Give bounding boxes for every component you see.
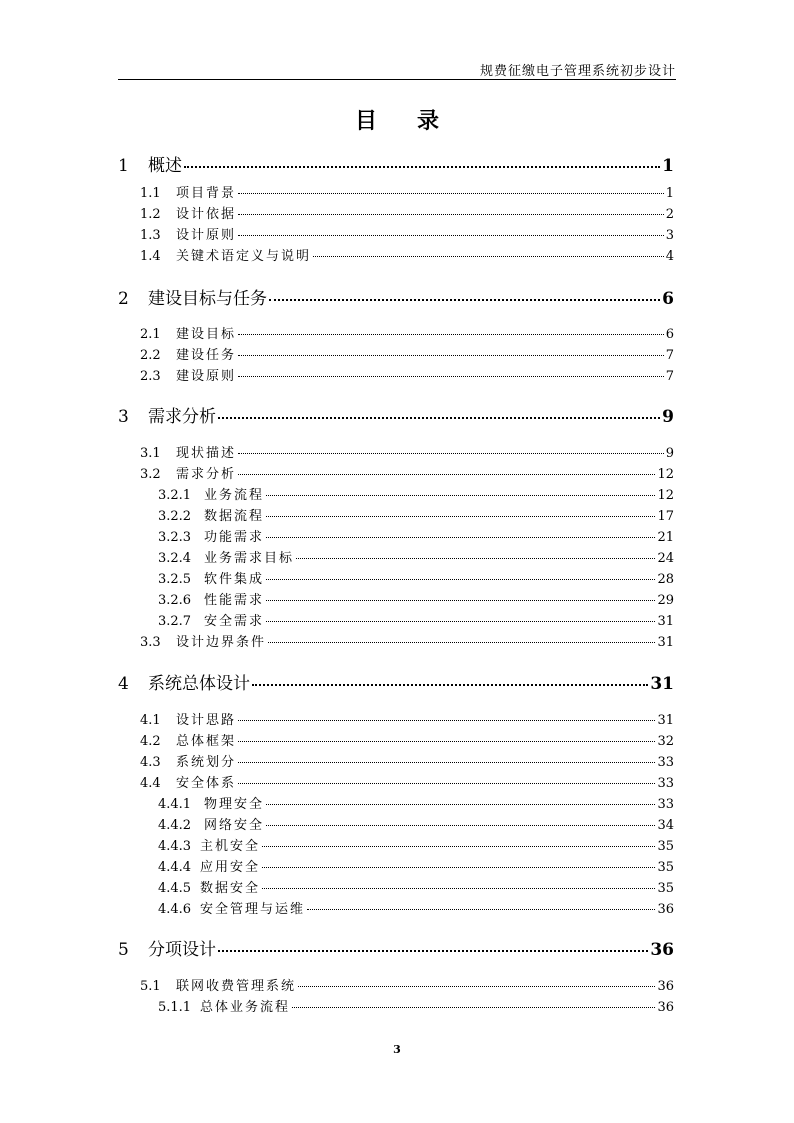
toc-entry-3-2-3[interactable]	[158, 526, 674, 545]
dot-leader	[298, 972, 655, 987]
toc-entry-1[interactable]	[118, 150, 674, 176]
toc-entry-page: 36	[657, 902, 674, 918]
toc-entry-page: 9	[665, 446, 674, 462]
toc-entry-label: 物理安全	[204, 797, 265, 813]
toc-entry-label: 业务流程	[204, 488, 265, 504]
toc-entry-page: 12	[657, 488, 674, 504]
toc-entry-page: 31	[657, 713, 674, 729]
toc-title: 目录	[354, 109, 479, 134]
dot-leader	[262, 874, 655, 889]
toc-entry-page: 34	[657, 818, 674, 834]
dot-leader	[238, 769, 655, 784]
toc-entry-page: 21	[657, 530, 674, 546]
dot-leader	[238, 748, 655, 763]
toc-entry-3-2-1[interactable]	[158, 484, 674, 503]
toc-entry-label: 安全体系	[176, 776, 237, 792]
toc-entry-number: 3	[118, 406, 129, 427]
toc-entry-number: 2	[118, 288, 129, 309]
toc-entry-4-3[interactable]	[140, 751, 674, 770]
dot-leader	[238, 221, 664, 236]
toc-entry-3-2[interactable]	[140, 463, 674, 482]
toc-entry-label: 设计思路	[176, 713, 237, 729]
dot-leader	[268, 628, 655, 643]
toc-entry-label: 项目背景	[176, 186, 237, 202]
toc-entry-number: 4.4.1	[158, 797, 192, 813]
toc-entry-number: 3.2.1	[158, 488, 192, 504]
toc-entry-5[interactable]	[118, 934, 674, 960]
toc-entry-number: 3.2.3	[158, 530, 192, 546]
toc-entry-page: 6	[662, 288, 674, 309]
toc-entry-number: 4.3	[140, 755, 161, 771]
toc-entry-label: 分项设计	[148, 939, 216, 960]
dot-leader	[296, 544, 655, 559]
toc-entry-3-2-2[interactable]	[158, 505, 674, 524]
toc-entry-page: 6	[665, 327, 674, 343]
dot-leader	[238, 727, 655, 742]
toc-entry-label: 业务需求目标	[204, 551, 295, 567]
dot-leader	[238, 439, 664, 454]
toc-entry-number: 2.2	[140, 348, 161, 364]
toc-entry-page: 3	[665, 228, 674, 244]
toc-entry-label: 设计原则	[176, 228, 237, 244]
toc-entry-5-1-1[interactable]	[158, 996, 674, 1015]
toc-entry-page: 28	[657, 572, 674, 588]
toc-entry-number: 5	[118, 939, 129, 960]
toc-entry-number: 3.3	[140, 635, 161, 651]
dot-leader	[238, 460, 655, 475]
toc-entry-page: 17	[657, 509, 674, 525]
dot-leader	[266, 811, 655, 826]
toc-entry-page: 31	[657, 635, 674, 651]
toc-entry-number: 3.2.4	[158, 551, 192, 567]
toc-entry-label: 需求分析	[148, 406, 216, 427]
dot-leader	[266, 607, 655, 622]
toc-entry-4-4-2[interactable]	[158, 814, 674, 833]
toc-entry-number: 2.1	[140, 327, 161, 343]
toc-entry-number: 4.4.3	[158, 839, 192, 855]
toc-entry-number: 4.1	[140, 713, 161, 729]
toc-entry-number: 3.1	[140, 446, 161, 462]
toc-entry-page: 9	[662, 406, 674, 427]
toc-entry-label: 主机安全	[200, 839, 261, 855]
running-header-title: 规费征缴电子管理系统初步设计	[479, 64, 676, 79]
dot-leader	[266, 790, 655, 805]
dot-leader	[262, 832, 655, 847]
dot-leader	[218, 398, 660, 419]
page-number: 3	[393, 1043, 401, 1056]
dot-leader	[238, 320, 664, 335]
toc-entry-page: 31	[650, 673, 674, 694]
toc-entry-number: 2.3	[140, 369, 161, 385]
toc-entry-number: 4.4.5	[158, 881, 192, 897]
toc-entry-number: 4.4.6	[158, 902, 192, 918]
dot-leader	[252, 665, 648, 686]
toc-entry-5-1[interactable]	[140, 975, 674, 994]
toc-entry-label: 系统划分	[176, 755, 237, 771]
dot-leader	[313, 242, 664, 257]
toc-entry-label: 性能需求	[204, 593, 265, 609]
toc-entry-number: 1.1	[140, 186, 161, 202]
toc-entry-number: 1.3	[140, 228, 161, 244]
toc-entry-page: 7	[665, 369, 674, 385]
dot-leader	[269, 280, 660, 301]
toc-entry-number: 1.2	[140, 207, 161, 223]
toc-entry-1-3[interactable]	[140, 224, 674, 243]
toc-entry-3-2-5[interactable]	[158, 568, 674, 587]
dot-leader	[307, 895, 655, 910]
toc-entry-label: 总体框架	[176, 734, 237, 750]
toc-entry-number: 1.4	[140, 249, 161, 265]
toc-entry-page: 29	[657, 593, 674, 609]
toc-entry-3-2-7[interactable]	[158, 610, 674, 629]
toc-entry-2-3[interactable]	[140, 365, 674, 384]
toc-entry-3-3[interactable]	[140, 631, 674, 650]
toc-entry-page: 35	[657, 860, 674, 876]
dot-leader	[238, 362, 664, 377]
dot-leader	[266, 523, 655, 538]
dot-leader	[238, 179, 664, 194]
toc-entry-3-2-4[interactable]	[158, 547, 674, 566]
dot-leader	[266, 565, 655, 580]
toc-entry-page: 7	[665, 348, 674, 364]
toc-entry-label: 现状描述	[176, 446, 237, 462]
toc-entry-label: 软件集成	[204, 572, 265, 588]
toc-entry-label: 应用安全	[200, 860, 261, 876]
toc-entry-4-4[interactable]	[140, 772, 674, 791]
toc-entry-page: 2	[665, 207, 674, 223]
toc-entry-page: 33	[657, 797, 674, 813]
toc-entry-number: 3.2	[140, 467, 161, 483]
toc-entry-page: 35	[657, 839, 674, 855]
toc-entry-label: 系统总体设计	[148, 673, 250, 694]
toc-entry-label: 建设任务	[176, 348, 237, 364]
toc-entry-1-1[interactable]	[140, 182, 674, 201]
toc-entry-number: 3.2.7	[158, 614, 192, 630]
dot-leader	[262, 853, 655, 868]
toc-entry-4-4-5[interactable]	[158, 877, 674, 896]
toc-entry-3-2-6[interactable]	[158, 589, 674, 608]
toc-entry-page: 36	[657, 979, 674, 995]
toc-entry-page: 36	[650, 939, 674, 960]
dot-leader	[238, 341, 664, 356]
toc-entry-label: 数据安全	[200, 881, 261, 897]
toc-entry-number: 3.2.6	[158, 593, 192, 609]
toc-entry-4-1[interactable]	[140, 709, 674, 728]
toc-entry-number: 4.4.2	[158, 818, 192, 834]
toc-entry-2[interactable]	[118, 283, 674, 309]
toc-entry-label: 联网收费管理系统	[176, 979, 297, 995]
toc-entry-page: 32	[657, 734, 674, 750]
toc-entry-label: 功能需求	[204, 530, 265, 546]
toc-entry-number: 3.2.2	[158, 509, 192, 525]
toc-entry-label: 关键术语定义与说明	[176, 249, 312, 265]
toc-entry-page: 24	[657, 551, 674, 567]
toc-entry-page: 12	[657, 467, 674, 483]
dot-leader	[266, 586, 655, 601]
toc-entry-number: 4.4.4	[158, 860, 192, 876]
dot-leader	[292, 993, 655, 1008]
toc-entry-number: 4.2	[140, 734, 161, 750]
toc-entry-number: 3.2.5	[158, 572, 192, 588]
toc-entry-label: 设计依据	[176, 207, 237, 223]
table-of-contents	[118, 0, 674, 1123]
toc-entry-page: 33	[657, 755, 674, 771]
dot-leader	[238, 200, 664, 215]
toc-entry-label: 建设目标	[176, 327, 237, 343]
toc-entry-4[interactable]	[118, 668, 674, 694]
toc-entry-1-2[interactable]	[140, 203, 674, 222]
toc-entry-page: 35	[657, 881, 674, 897]
toc-entry-number: 5.1.1	[158, 1000, 192, 1016]
toc-entry-4-4-1[interactable]	[158, 793, 674, 812]
dot-leader	[218, 931, 648, 952]
toc-entry-label: 建设目标与任务	[148, 288, 267, 309]
toc-entry-number: 5.1	[140, 979, 161, 995]
toc-entry-number: 4	[118, 673, 129, 694]
toc-entry-3-1[interactable]	[140, 442, 674, 461]
toc-entry-number: 4.4	[140, 776, 161, 792]
toc-entry-2-1[interactable]	[140, 323, 674, 342]
dot-leader	[266, 481, 655, 496]
toc-entry-3[interactable]	[118, 401, 674, 427]
toc-entry-label: 设计边界条件	[176, 635, 267, 651]
toc-entry-label: 建设原则	[176, 369, 237, 385]
toc-entry-label: 概述	[148, 155, 182, 176]
toc-entry-label: 需求分析	[176, 467, 237, 483]
toc-entry-number: 1	[118, 155, 129, 176]
dot-leader	[184, 147, 660, 168]
toc-entry-4-2[interactable]	[140, 730, 674, 749]
dot-leader	[238, 706, 655, 721]
dot-leader	[266, 502, 655, 517]
toc-entry-page: 4	[665, 249, 674, 265]
toc-entry-page: 33	[657, 776, 674, 792]
toc-entry-4-4-4[interactable]	[158, 856, 674, 875]
toc-entry-label: 安全管理与运维	[200, 902, 306, 918]
toc-entry-label: 网络安全	[204, 818, 265, 834]
toc-entry-4-4-3[interactable]	[158, 835, 674, 854]
toc-entry-label: 安全需求	[204, 614, 265, 630]
toc-entry-4-4-6[interactable]	[158, 898, 674, 917]
toc-entry-page: 1	[662, 155, 674, 176]
toc-entry-1-4[interactable]	[140, 245, 674, 264]
toc-entry-2-2[interactable]	[140, 344, 674, 363]
toc-entry-label: 总体业务流程	[200, 1000, 291, 1016]
toc-entry-page: 1	[665, 186, 674, 202]
toc-entry-label: 数据流程	[204, 509, 265, 525]
toc-entry-page: 31	[657, 614, 674, 630]
toc-entry-page: 36	[657, 1000, 674, 1016]
